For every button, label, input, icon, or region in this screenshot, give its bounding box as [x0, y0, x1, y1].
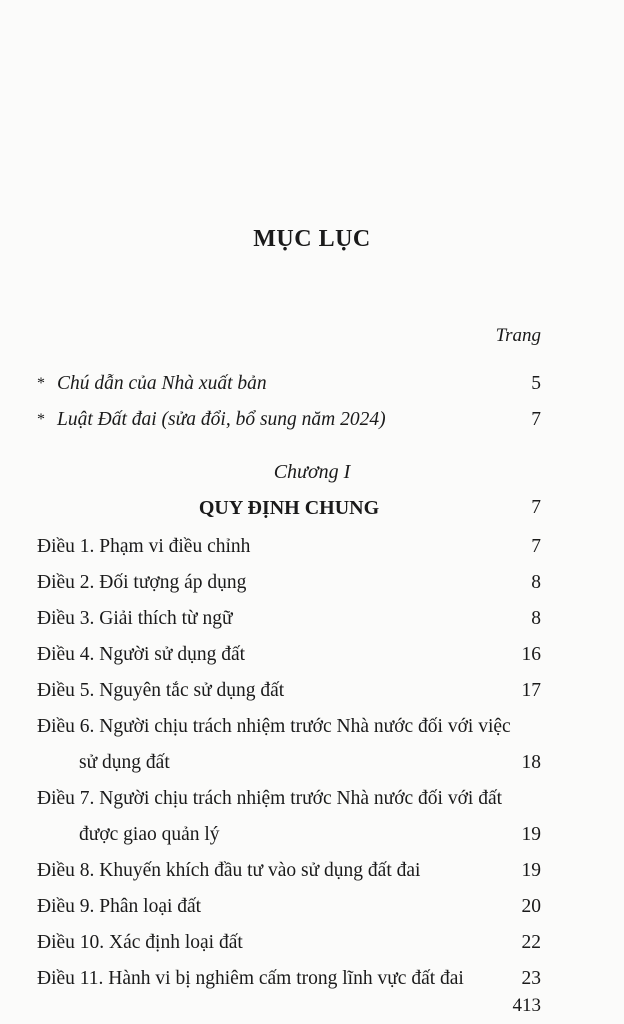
- entry-text: Điều 3. Giải thích từ ngữ: [37, 608, 233, 629]
- chapter-title: QUY ĐỊNH CHUNG: [198, 497, 380, 519]
- entry-text: Chú dẫn của Nhà xuất bản: [57, 373, 267, 394]
- entry-text: Điều 7. Người chịu trách nhiệm trước Nhà nước đối với đất: [37, 788, 503, 809]
- entry-text: Điều 8. Khuyến khích đầu tư vào sử dụng đất đai: [37, 860, 421, 881]
- entry-page: 7: [531, 536, 541, 557]
- toc-entry: [37, 894, 541, 920]
- entry-text: Điều 4. Người sử dụng đất: [37, 644, 246, 665]
- toc-entry: [37, 678, 541, 704]
- chapter-heading: [37, 495, 541, 521]
- bullet: *: [37, 411, 45, 428]
- entry-page: 8: [531, 572, 541, 593]
- toc-entry: [37, 714, 541, 740]
- entry-page: 19: [521, 824, 541, 845]
- toc-entry: [37, 534, 541, 560]
- entry-page: 16: [521, 644, 541, 665]
- toc-entry: [37, 606, 541, 632]
- entry-page: 22: [521, 932, 541, 953]
- toc-entry-continuation: [37, 822, 541, 848]
- toc-entry: [37, 642, 541, 668]
- entry-page: 20: [521, 896, 541, 917]
- entry-page: 7: [531, 409, 541, 430]
- page-number: 413: [512, 995, 541, 1016]
- entry-text: Điều 2. Đối tượng áp dụng: [37, 572, 247, 593]
- toc-entry: [37, 930, 541, 956]
- bullet: *: [37, 375, 45, 392]
- entry-text: Điều 1. Phạm vi điều chỉnh: [37, 536, 251, 557]
- entry-page: 7: [531, 497, 541, 518]
- entry-text-continued: sử dụng đất: [79, 752, 170, 773]
- entry-text: Điều 6. Người chịu trách nhiệm trước Nhà nước đối với việc: [37, 716, 511, 737]
- entry-text: Luật Đất đai (sửa đổi, bổ sung năm 2024): [57, 409, 386, 430]
- entry-page: 19: [521, 860, 541, 881]
- entry-page: 23: [521, 968, 541, 989]
- entry-page: 5: [531, 373, 541, 394]
- toc-entry: [37, 858, 541, 884]
- entry-text: Điều 9. Phân loại đất: [37, 896, 202, 917]
- entry-page: 8: [531, 608, 541, 629]
- toc-entry: [37, 570, 541, 596]
- toc-entry: [37, 966, 541, 992]
- toc-entry: [37, 786, 541, 812]
- toc-entry: [37, 371, 541, 397]
- entry-page: 17: [521, 680, 541, 701]
- entry-text: Điều 10. Xác định loại đất: [37, 932, 243, 953]
- toc-entry-continuation: [37, 750, 541, 776]
- entry-text: Điều 11. Hành vi bị nghiêm cấm trong lĩnh vực đất đai: [37, 968, 464, 989]
- entry-text-continued: được giao quản lý: [79, 824, 220, 845]
- page-column-label: Trang: [495, 325, 541, 346]
- page-title: MỤC LỤC: [253, 226, 371, 252]
- entry-page: 18: [521, 752, 541, 773]
- entry-text: Điều 5. Nguyên tắc sử dụng đất: [37, 680, 285, 701]
- toc-entry: [37, 407, 541, 433]
- chapter-label: Chương I: [273, 461, 351, 483]
